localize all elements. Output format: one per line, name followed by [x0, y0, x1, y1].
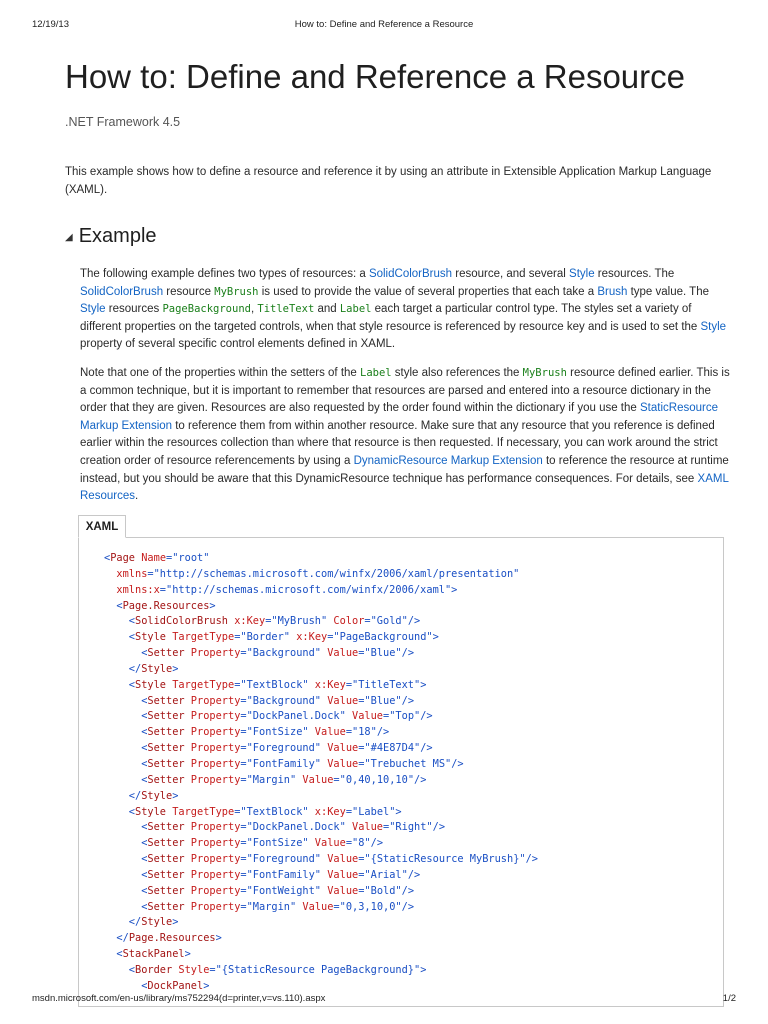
code-line: [104, 963, 538, 979]
code-line: [104, 662, 538, 678]
code-token: Setter: [147, 853, 185, 866]
collapse-triangle-icon[interactable]: ◢: [65, 232, 73, 243]
page-number: 1/2: [722, 993, 736, 1004]
code-token: <: [104, 742, 148, 755]
code-token: Value: [321, 884, 359, 897]
code-token: =: [240, 742, 247, 755]
code-line: [104, 852, 538, 868]
inline-link[interactable]: XAML Resources: [80, 472, 729, 503]
code-token: Setter: [147, 773, 185, 786]
code-token: Value: [345, 710, 384, 723]
code-token: <: [104, 678, 135, 691]
code-token: >: [184, 948, 191, 961]
code-token: <: [104, 615, 135, 628]
code-token: Setter: [147, 726, 185, 739]
code-line: [104, 820, 538, 836]
inline-link[interactable]: Style: [700, 320, 727, 333]
code-token: Style: [135, 631, 166, 644]
print-url: msdn.microsoft.com/en-us/library/ms752294(d=printer,v=vs.110).aspx: [32, 993, 326, 1004]
code-token: Property: [184, 694, 241, 707]
code-line: [104, 931, 538, 947]
code-token: <: [104, 821, 148, 834]
code-token: TargetType: [166, 631, 235, 644]
code-token: "FontSize": [246, 837, 309, 850]
code-token: Property: [184, 821, 241, 834]
code-token: Property: [184, 773, 241, 786]
code-token: Setter: [147, 868, 185, 881]
code-snippet: [78, 537, 724, 1007]
code-token: <: [104, 963, 135, 976]
code-token: "{StaticResource PageBackground}": [215, 963, 421, 976]
code-token: x:Key: [308, 805, 346, 818]
code-token: />: [407, 868, 421, 881]
code-token: =: [358, 742, 365, 755]
code-token: =: [240, 710, 247, 723]
code-line: [104, 947, 538, 963]
code-token: TargetType: [166, 805, 235, 818]
code-line: [104, 884, 538, 900]
code-token: Value: [321, 757, 359, 770]
code-token: <: [104, 631, 135, 644]
code-line: [104, 789, 538, 805]
code-token: "FontFamily": [246, 868, 322, 881]
code-token: "Bold": [364, 884, 402, 897]
code-token: >: [172, 916, 179, 929]
code-token: Setter: [147, 694, 185, 707]
code-line: [104, 868, 538, 884]
code-token: =: [240, 900, 247, 913]
code-token: Setter: [147, 757, 185, 770]
code-token: =: [358, 757, 365, 770]
code-token: Style: [135, 678, 166, 691]
inline-link[interactable]: SolidColorBrush: [80, 285, 164, 298]
code-token: <: [104, 853, 148, 866]
code-line: [104, 678, 538, 694]
code-token: Value: [321, 647, 359, 660]
inline-code: PageBackground: [162, 303, 251, 316]
print-date: 12/19/13: [32, 19, 69, 30]
code-token: "MyBrush": [271, 615, 328, 628]
code-token: Value: [345, 821, 384, 834]
code-token: "Arial": [364, 868, 408, 881]
framework-version: .NET Framework 4.5: [65, 115, 181, 129]
code-token: Property: [184, 710, 241, 723]
code-token: />: [376, 726, 390, 739]
code-token: x:Key: [290, 631, 328, 644]
code-token: =: [240, 884, 247, 897]
code-token: =: [147, 567, 154, 580]
code-token: >: [203, 979, 210, 992]
code-token: Property: [184, 900, 241, 913]
code-token: Property: [184, 837, 241, 850]
code-token: "8": [352, 837, 371, 850]
code-token: Setter: [147, 900, 185, 913]
code-token: />: [432, 821, 446, 834]
code-token: "Blue": [364, 647, 402, 660]
code-token: Property: [184, 853, 241, 866]
code-token: "DockPanel.Dock": [246, 821, 346, 834]
code-token: />: [414, 773, 427, 786]
code-token: </: [104, 789, 142, 802]
code-token: "Trebuchet MS": [364, 757, 452, 770]
code-token: Setter: [147, 821, 185, 834]
code-token: =: [234, 631, 241, 644]
code-token: <: [104, 694, 148, 707]
code-token: "Right": [389, 821, 433, 834]
code-token: =: [358, 647, 365, 660]
code-token: "Margin": [246, 900, 297, 913]
inline-code: Label: [360, 367, 392, 379]
code-token: =: [240, 726, 247, 739]
code-token: />: [401, 900, 415, 913]
inline-link[interactable]: SolidColorBrush: [368, 268, 453, 280]
code-token: "root": [172, 552, 210, 564]
code-token: "Top": [389, 710, 421, 723]
code-token: />: [401, 647, 415, 660]
code-token: "0,3,10,0": [339, 900, 402, 913]
section-heading: Example: [78, 224, 157, 247]
code-line: [104, 757, 538, 773]
code-line: [104, 583, 538, 599]
code-token: >: [420, 963, 427, 976]
code-token: >: [215, 932, 222, 945]
code-token: =: [240, 757, 247, 770]
code-token: =: [240, 853, 247, 866]
xaml-tab-label: XAML: [85, 520, 119, 533]
code-token: TargetType: [166, 678, 235, 691]
print-header-title: How to: Define and Reference a Resource: [294, 19, 474, 30]
example-paragraph-2: [80, 365, 730, 506]
code-token: Style: [172, 963, 210, 976]
code-token: Color: [327, 615, 365, 628]
text-run: Note that one of the properties within the setters of the: [80, 367, 360, 379]
code-token: </: [104, 662, 142, 675]
code-token: "Foreground": [246, 742, 322, 755]
text-run: to reference the resource at runtime instead, but you should be aware that this DynamicResource technique has performance consequences. For details, see: [80, 454, 729, 485]
print-footer: [32, 993, 736, 1007]
code-token: Value: [321, 742, 359, 755]
code-token: Border: [135, 963, 173, 976]
code-token: SolidColorBrush: [135, 615, 228, 628]
code-token: =: [240, 647, 247, 660]
inline-link[interactable]: StaticResource Markup Extension: [80, 402, 718, 432]
code-token: Property: [184, 868, 241, 881]
code-token: =: [166, 552, 173, 564]
code-token: "Gold": [370, 615, 408, 628]
text-run: and: [314, 303, 340, 316]
code-token: >: [420, 678, 427, 691]
code-token: "Foreground": [246, 853, 322, 866]
example-section-toggle[interactable]: [65, 222, 157, 250]
code-token: Property: [184, 647, 241, 660]
code-token: =: [383, 821, 390, 834]
code-token: />: [370, 837, 384, 850]
code-token: =: [333, 900, 340, 913]
text-run: property of several specific control elements defined in XAML.: [80, 338, 396, 351]
code-token: =: [364, 615, 371, 628]
code-token: >: [172, 662, 179, 675]
code-token: Style: [141, 789, 173, 802]
code-token: =: [345, 678, 353, 691]
inline-code: MyBrush: [522, 367, 567, 379]
code-token: />: [401, 884, 415, 897]
code-lines: [104, 551, 538, 995]
code-token: <: [104, 726, 148, 739]
code-token: "FontSize": [246, 726, 309, 739]
code-line: [104, 773, 538, 789]
text-run: to reference them from within another resource. Make sure that any resource that you reference is defined earlier within the resources collection than where that resource is then requested. If necessary, you can work around the strict creation order of resource referencements by using a: [80, 419, 718, 467]
text-run: ,: [250, 303, 258, 316]
code-token: "18": [352, 726, 377, 739]
code-line: [104, 694, 538, 710]
example-paragraph-1: [80, 266, 730, 354]
code-line: [104, 646, 538, 662]
code-line: [104, 725, 538, 741]
code-token: "FontWeight": [246, 884, 322, 897]
code-token: <: [104, 884, 148, 897]
code-token: />: [420, 742, 433, 755]
code-token: />: [401, 694, 415, 707]
code-token: </: [104, 932, 129, 945]
code-token: =: [209, 963, 216, 976]
code-token: />: [420, 710, 433, 723]
code-line: [104, 900, 538, 916]
text-run: resource: [163, 285, 215, 298]
code-token: Property: [184, 726, 241, 739]
code-token: "Background": [246, 694, 322, 707]
text-run: type value. The: [627, 285, 709, 298]
code-token: Value: [321, 868, 359, 881]
code-token: StackPanel: [122, 948, 185, 961]
code-token: <: [104, 805, 135, 818]
code-token: >: [432, 631, 439, 644]
code-token: />: [451, 757, 464, 770]
code-token: <: [104, 647, 148, 660]
code-token: =: [333, 773, 340, 786]
code-token: <: [104, 900, 148, 913]
code-token: =: [327, 631, 334, 644]
code-token: "Background": [246, 647, 322, 660]
code-token: <: [104, 979, 148, 992]
code-token: Property: [184, 742, 241, 755]
code-token: Property: [184, 884, 241, 897]
code-token: Style: [135, 805, 166, 818]
print-header: [32, 19, 736, 33]
code-token: Value: [296, 900, 334, 913]
code-token: "DockPanel.Dock": [246, 710, 346, 723]
code-token: Value: [296, 773, 334, 786]
text-run: resources. The: [594, 268, 675, 280]
code-line: [104, 805, 538, 821]
inline-link[interactable]: Style: [569, 268, 595, 280]
code-token: =: [265, 615, 272, 628]
code-token: "FontFamily": [246, 757, 322, 770]
code-line: [104, 614, 538, 630]
code-token: "PageBackground": [333, 631, 433, 644]
code-token: =: [240, 837, 247, 850]
code-token: "Label": [352, 805, 396, 818]
code-token: =: [240, 773, 247, 786]
inline-link[interactable]: Brush: [597, 285, 628, 298]
code-token: x:Key: [308, 678, 346, 691]
code-token: Style: [141, 662, 173, 675]
code-line: [104, 709, 538, 725]
code-token: <: [104, 837, 148, 850]
code-line: [104, 741, 538, 757]
code-token: =: [345, 805, 353, 818]
code-token: >: [395, 805, 402, 818]
inline-link[interactable]: Style: [80, 303, 106, 316]
code-token: <: [104, 868, 148, 881]
code-token: "TextBlock": [240, 805, 309, 818]
code-token: =: [159, 583, 166, 596]
code-token: Setter: [147, 742, 185, 755]
code-line: [104, 551, 538, 567]
code-token: Page: [110, 552, 136, 564]
code-token: "http://schemas.microsoft.com/winfx/2006/xaml/presentation": [153, 567, 520, 580]
code-token: "#4E87D4": [364, 742, 421, 755]
code-token: "Margin": [246, 773, 297, 786]
code-line: [104, 599, 538, 615]
code-token: Value: [321, 853, 359, 866]
code-token: />: [407, 615, 421, 628]
code-token: =: [358, 853, 365, 866]
page-title: How to: Define and Reference a Resource: [65, 58, 686, 95]
code-token: "0,40,10,10": [339, 773, 415, 786]
code-token: />: [525, 853, 539, 866]
code-token: =: [358, 694, 365, 707]
code-token: "Border": [240, 631, 291, 644]
code-token: "{StaticResource MyBrush}": [364, 853, 526, 866]
code-token: <: [104, 552, 111, 564]
code-token: xmlns:x: [104, 583, 160, 596]
code-token: =: [345, 726, 353, 739]
text-run: each target a particular control type. The styles set a variety of different properties on the targeted controls, when that style resource is referenced by resource key and is used to set the: [80, 303, 701, 333]
code-line: [104, 630, 538, 646]
code-token: =: [383, 710, 390, 723]
code-token: Setter: [147, 647, 185, 660]
code-token: "Blue": [364, 694, 402, 707]
code-token: Setter: [147, 884, 185, 897]
code-token: >: [172, 789, 179, 802]
text-run: resources: [105, 303, 163, 316]
code-token: =: [240, 694, 247, 707]
xaml-tab[interactable]: [78, 515, 126, 538]
code-token: Page.Resources: [128, 932, 216, 945]
text-run: resource defined earlier. This is a common technique, but it is important to remember that resources are parsed and entered into a resource dictionary in the order that they are given. Resources are also requested by the order found within the dictionary if you use the: [80, 367, 730, 415]
text-run: style also references the: [391, 367, 523, 379]
code-token: =: [345, 837, 353, 850]
code-token: "TextBlock": [240, 678, 309, 691]
code-token: >: [209, 599, 216, 612]
code-token: =: [234, 805, 241, 818]
code-token: xmlns: [104, 567, 148, 580]
code-line: [104, 836, 538, 852]
code-token: Value: [308, 726, 346, 739]
code-token: =: [240, 868, 247, 881]
code-token: Style: [141, 916, 173, 929]
text-run: The following example defines two types of resources: a: [80, 268, 369, 280]
code-line: [104, 915, 538, 931]
code-token: <: [104, 757, 148, 770]
code-token: "http://schemas.microsoft.com/winfx/2006/xaml": [166, 583, 452, 596]
code-token: DockPanel: [147, 979, 204, 992]
code-token: x:Key: [228, 615, 266, 628]
code-token: Property: [184, 757, 241, 770]
code-token: "TitleText": [352, 678, 421, 691]
code-token: </: [104, 916, 142, 929]
code-token: >: [451, 583, 458, 596]
code-token: Page.Resources: [122, 599, 210, 612]
inline-link[interactable]: DynamicResource Markup Extension: [353, 454, 543, 467]
inline-code: MyBrush: [214, 285, 259, 298]
code-token: =: [234, 678, 241, 691]
text-run: .: [134, 490, 139, 503]
inline-code: TitleText: [257, 303, 315, 316]
code-token: <: [104, 599, 123, 612]
code-token: =: [240, 821, 247, 834]
code-token: <: [104, 948, 123, 961]
code-token: =: [358, 884, 365, 897]
code-token: Value: [321, 694, 359, 707]
code-token: Setter: [147, 710, 185, 723]
code-line: [104, 567, 538, 583]
code-token: Name: [135, 552, 167, 564]
intro-paragraph: This example shows how to define a resource and reference it by using an attribute in Extensible Application Markup Language (XAML).: [65, 166, 712, 196]
code-token: Value: [308, 837, 346, 850]
text-run: is used to provide the value of several properties that each take a: [258, 285, 598, 298]
text-run: resource, and several: [452, 268, 570, 280]
inline-code: Label: [339, 303, 372, 316]
code-token: =: [358, 868, 365, 881]
code-token: <: [104, 773, 148, 786]
code-token: <: [104, 710, 148, 723]
code-token: Setter: [147, 837, 185, 850]
